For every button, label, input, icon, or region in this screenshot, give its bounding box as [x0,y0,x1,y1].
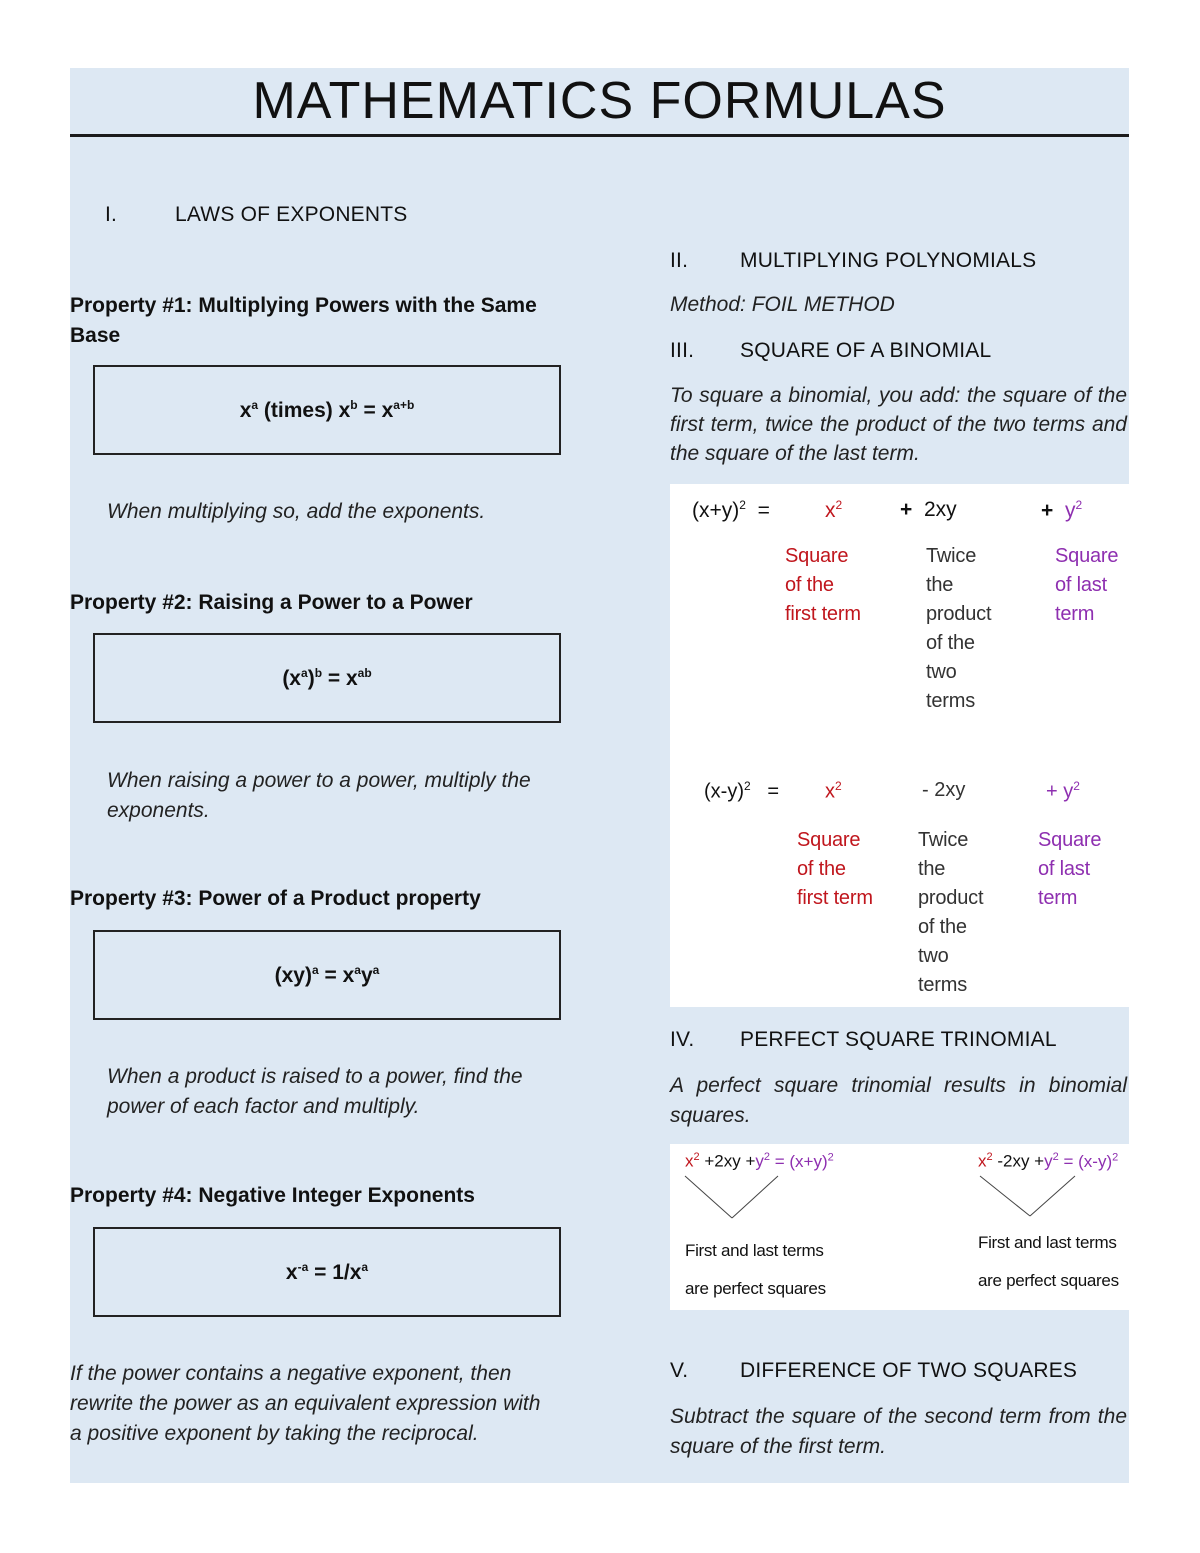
formula-text: $x^{-a} = 1/x^a$ [285,1259,369,1284]
example-2-last-term: + $y^2$ [1046,779,1080,803]
property-1-formula-box [93,365,561,455]
formula-text: $x^a$ (times) $x^b = x^{a+b}$ [239,397,415,422]
property-4-formula-box [93,1227,561,1317]
square-binomial-description: To square a binomial, you add: the square of the first term, twice the product of the two terms and the square of the last term. [670,384,1127,465]
example-2-label-last: Square of last term [1038,829,1102,909]
section-title: SQUARE OF A BINOMIAL [740,339,992,362]
section-number: V. [670,1359,689,1382]
section-laws-heading [105,203,408,227]
perfect-square-description: A perfect square trinomial results in binomial squares. [670,1074,1127,1127]
example-2-middle-term: - 2xy [922,779,966,801]
page-title: MATHEMATICS FORMULAS [252,72,947,130]
example-1-label-middle: Twice the product of the two terms [926,545,992,712]
trinomial-1-caption: First and last terms are perfect squares [685,1241,826,1298]
section-perfect-square-heading [670,1028,1057,1052]
example-1-label-first: Square of the first term [785,545,861,625]
foil-method-note: Method: FOIL METHOD [670,293,895,316]
example-1-middle-term: + 2xy [900,498,957,521]
formula-text: $(xy)^a = x^ay^a$ [274,962,380,987]
property-3-formula-box [93,930,561,1020]
trinomial-1-bracket-lines [680,1170,790,1222]
example-2-label-middle: Twice the product of the two terms [918,829,984,996]
trinomial-1-expression: $x^2 +2xy +y^2 = (x+y)^2$ [685,1151,834,1171]
example-1-last-term: + $y^2$ [1041,498,1083,522]
property-1-title: Property #1: Multiplying Powers with the Same Base [70,294,537,347]
trinomial-2-bracket-lines [975,1170,1085,1222]
property-1-note: When multiplying so, add the exponents. [107,500,486,523]
formula-text: $(x^a)^b = x^{ab}$ [282,665,372,690]
property-4-note: If the power contains a negative exponent, then rewrite the power as an equivalent expression with a positive exponent by taking the reciprocal. [70,1362,541,1445]
property-3-title: Property #3: Power of a Product property [70,887,481,910]
section-number: III. [670,339,695,362]
trinomial-2-caption: First and last terms are perfect squares [978,1233,1119,1290]
example-2-lhs: $(x-y)^2$ = [704,779,780,803]
section-number: I. [105,203,118,226]
example-1-first-term: $x^2$ [825,498,843,522]
property-4-title: Property #4: Negative Integer Exponents [70,1184,475,1207]
difference-squares-description: Subtract the square of the second term from the square of the first term. [670,1405,1127,1458]
section-number: II. [670,249,689,272]
section-square-binomial-heading [670,339,991,363]
property-2-note: When raising a power to a power, multiply the exponents. [107,769,531,822]
trinomial-2-expression: $x^2$ $-2xy +y^2 = (x-y)^2$ [978,1151,1119,1171]
property-2-formula-box [93,633,561,723]
section-title: PERFECT SQUARE TRINOMIAL [740,1028,1057,1051]
section-title: MULTIPLYING POLYNOMIALS [740,249,1037,272]
property-3-note: When a product is raised to a power, find the power of each factor and multiply. [107,1065,523,1118]
section-multiplying-heading [670,249,1036,273]
section-difference-squares-heading [670,1359,1077,1383]
example-2-label-first: Square of the first term [797,829,873,909]
example-2-first-term: $x^2$ [825,779,842,803]
title-divider [70,134,1129,137]
section-title: DIFFERENCE OF TWO SQUARES [740,1359,1078,1382]
example-1-label-last: Square of last term [1055,545,1119,625]
section-title: LAWS OF EXPONENTS [175,203,408,226]
property-2-title: Property #2: Raising a Power to a Power [70,591,473,614]
section-number: IV. [670,1028,695,1051]
example-1-lhs: $(x+y)^2$ = [692,498,770,522]
